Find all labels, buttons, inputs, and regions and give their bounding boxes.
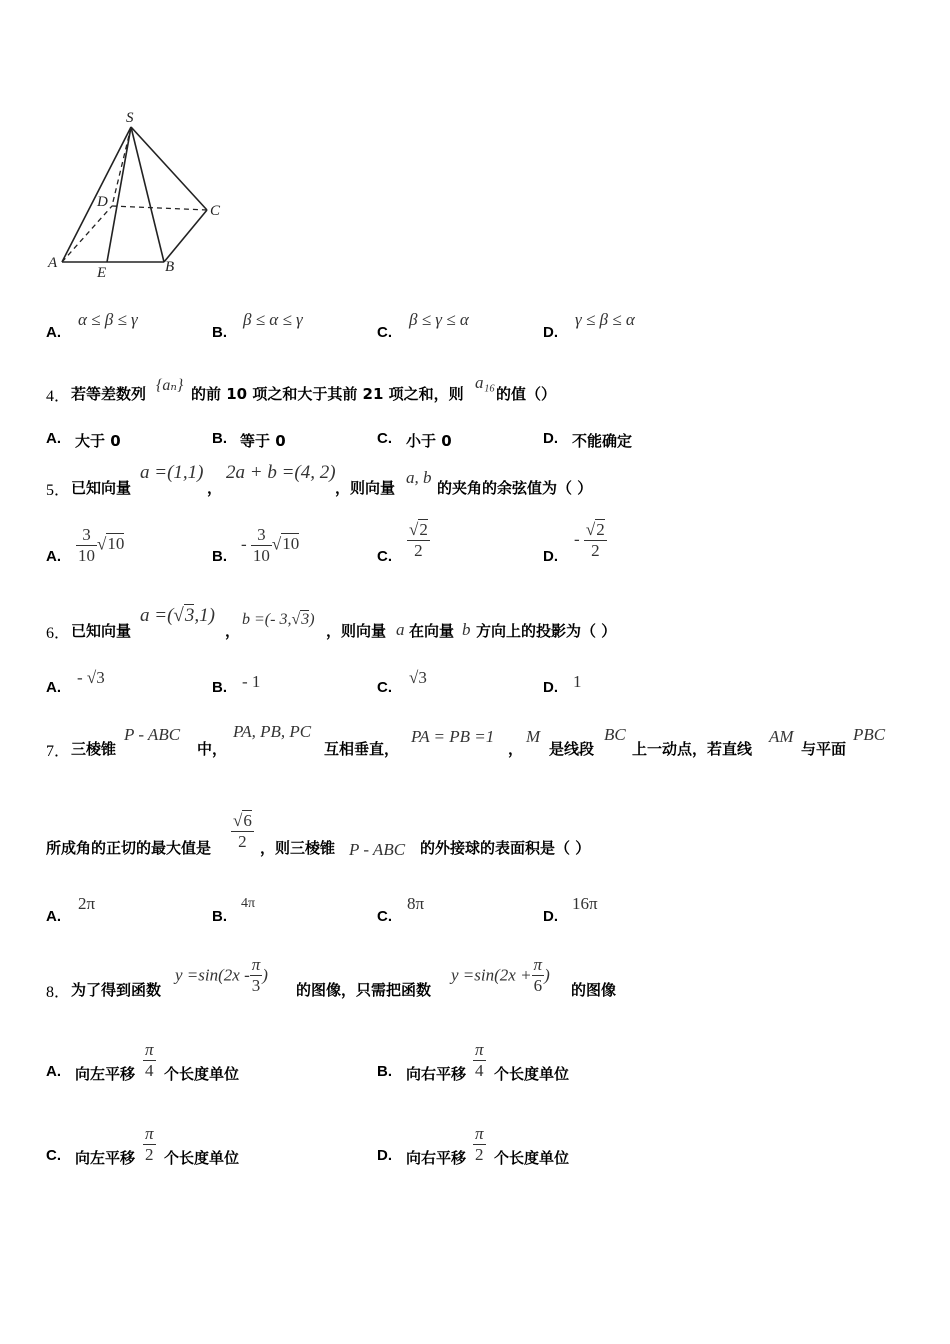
q8-function-1 — [175, 955, 268, 996]
q5-a-num: 3 — [82, 525, 91, 544]
q8-b-num: π — [475, 1040, 484, 1059]
q5-d-rad: 2 — [596, 520, 605, 539]
q3-option-b-math: β ≤ α ≤ γ — [243, 310, 303, 329]
q6-vb-post: ) — [309, 611, 315, 628]
q6-vb-rad: 3 — [301, 611, 310, 628]
q4-option-a-label: A. — [46, 430, 61, 447]
edge-SD — [112, 127, 131, 206]
q4-option-c-label: C. — [377, 430, 392, 447]
q7-point-m: M — [526, 727, 541, 746]
q3-option-d-label: D. — [543, 324, 558, 341]
q4-text-3: 的值（） — [496, 385, 557, 403]
q6-option-d-label: D. — [543, 679, 558, 696]
q5-a-rad: 10 — [107, 534, 125, 554]
q8-option-c-frac — [143, 1124, 156, 1165]
q5-d-sign: - — [574, 529, 580, 549]
q6-text-3: 在向量 — [409, 622, 455, 640]
q4-option-c-text: 小于 0 — [406, 432, 452, 450]
q7-pyramid: P - ABC — [124, 725, 181, 744]
q8-b-den: 4 — [473, 1060, 486, 1081]
q6-text-4: 方向上的投影为（ ） — [476, 622, 617, 640]
q4-option-d-label: D. — [543, 430, 558, 447]
vertex-label-E: E — [97, 265, 107, 281]
q8-f2-post: ) — [544, 965, 550, 985]
q5-b-num: 3 — [257, 525, 266, 544]
q6-option-a-math: - √3 — [77, 668, 105, 687]
q7-number: 7． — [46, 743, 71, 760]
q7-text-8: 所成角的正切的最大值是 — [46, 839, 212, 857]
q6-option-c-label: C. — [377, 679, 392, 696]
q5-vector-expr: 2a + b =(4, 2) — [226, 462, 336, 483]
q7-option-c-math: 8π — [407, 894, 425, 913]
q8-number: 8． — [46, 984, 71, 1001]
q7-option-a-math: 2π — [78, 894, 96, 913]
q6-vector-b: b =(- 3,√3) — [242, 611, 315, 628]
q8-option-d-frac — [473, 1124, 486, 1165]
q6-b: b — [462, 620, 471, 639]
q5-number: 5． — [46, 482, 71, 499]
q8-c-num: π — [145, 1124, 154, 1143]
q5-option-c-label: C. — [377, 548, 392, 565]
q8-option-b-frac — [473, 1040, 486, 1081]
vertex-label-S: S — [126, 110, 134, 126]
q4-option-a-text: 大于 0 — [75, 432, 121, 450]
q8-f1-post: ) — [262, 965, 268, 985]
vertex-label-C: C — [210, 203, 221, 219]
q3-option-b-label: B. — [212, 324, 227, 341]
pyramid-figure — [40, 105, 240, 285]
q4-a16: a₁₆ — [475, 373, 496, 392]
q8-function-2 — [451, 955, 550, 996]
q8-f1-pre: y =sin(2x - — [175, 965, 250, 985]
q5-c-rad: 2 — [419, 520, 428, 539]
edge-DC — [112, 206, 207, 210]
q8-a-num: π — [145, 1040, 154, 1059]
q6-option-a-label: A. — [46, 679, 61, 696]
q7-frac-num: 6 — [243, 811, 252, 830]
q8-f2-den: 6 — [532, 975, 545, 996]
q5-option-b-math: - $\frac{3}{10}$ √10 — [241, 525, 300, 565]
q7-text-2: 中， — [197, 740, 228, 758]
q8-option-a-frac — [143, 1040, 156, 1081]
q8-option-a-pre: 向左平移 — [75, 1065, 136, 1083]
q3-option-c-math: β ≤ γ ≤ α — [409, 310, 469, 329]
q6-option-d-math: 1 — [573, 672, 582, 691]
q7-text-4: ， — [508, 740, 524, 758]
q8-option-d-post: 个长度单位 — [494, 1149, 570, 1167]
q5-option-b-label: B. — [212, 548, 227, 565]
edge-SE — [107, 127, 131, 262]
q7-plane: PBC — [853, 725, 886, 744]
q7-fraction: $\frac{√6}{2}$ — [233, 811, 252, 851]
vertex-label-D: D — [97, 194, 108, 210]
q5-b-rad: 10 — [282, 534, 300, 554]
edge-SC — [131, 127, 207, 210]
q7-option-a-label: A. — [46, 908, 61, 925]
q5-text-3: 的夹角的余弦值为（ ） — [437, 479, 593, 497]
q7-option-d-label: D. — [543, 908, 558, 925]
q7-lengths: PA = PB =1 — [411, 727, 495, 746]
q4-option-d-text: 不能确定 — [572, 432, 633, 450]
q8-option-a-label: A. — [46, 1063, 61, 1080]
q8-f2-num: π — [533, 955, 543, 974]
vertex-label-A: A — [48, 255, 58, 271]
q5-b-sign: - — [241, 534, 247, 554]
q4-sequence: {aₙ} — [156, 377, 184, 394]
q8-text-2: 的图像，只需把函数 — [296, 981, 432, 999]
q8-text-3: 的图像 — [571, 981, 617, 999]
q6-text-1: 已知向量 — [71, 622, 132, 640]
q7-option-c-label: C. — [377, 908, 392, 925]
q3-option-a-math: α ≤ β ≤ γ — [78, 310, 138, 329]
q3-option-c-label: C. — [377, 324, 392, 341]
q8-f2-pre: y =sin(2x + — [451, 965, 532, 985]
q8-option-b-label: B. — [377, 1063, 392, 1080]
q4-option-b-label: B. — [212, 430, 227, 447]
q7-text-5: 是线段 — [549, 740, 595, 758]
q8-option-b-post: 个长度单位 — [494, 1065, 570, 1083]
q8-f1-num: π — [251, 955, 261, 974]
q4-option-b-text: 等于 0 — [240, 432, 286, 450]
q8-option-c-label: C. — [46, 1147, 61, 1164]
q6-va-post: ,1) — [194, 605, 215, 626]
q8-option-a-post: 个长度单位 — [164, 1065, 240, 1083]
q7-text-3: 互相垂直， — [324, 740, 400, 758]
q6-vector-a: a =(√3,1) — [140, 605, 215, 626]
q7-option-b-math: 4π — [241, 896, 256, 911]
q3-option-a-label: A. — [46, 324, 61, 341]
q7-text-9: ，则三棱锥 — [260, 839, 336, 857]
edge-SB — [131, 127, 164, 262]
q6-text-2: ，则向量 — [326, 622, 387, 640]
q4-text-2: 的前 10 项之和大于其前 21 项之和，则 — [191, 385, 464, 403]
q6-option-b-label: B. — [212, 679, 227, 696]
q8-text-1: 为了得到函数 — [71, 981, 162, 999]
q6-va-pre: a =( — [140, 605, 174, 626]
q7-edges: PA, PB, PC — [233, 722, 312, 741]
edge-BC — [164, 210, 207, 262]
q5-a-den: 10 — [78, 546, 95, 565]
q7-text-7: 与平面 — [801, 740, 847, 758]
q8-c-den: 2 — [143, 1144, 156, 1165]
q5-text-2: ，则向量 — [335, 479, 396, 497]
q4-number: 4． — [46, 388, 71, 405]
vertex-label-B: B — [165, 259, 175, 275]
q8-d-num: π — [475, 1124, 484, 1143]
q8-option-b-pre: 向右平移 — [406, 1065, 467, 1083]
q5-option-d-label: D. — [543, 548, 558, 565]
q6-vb-pre: b =(- 3, — [242, 611, 292, 628]
q7-line: AM — [769, 727, 794, 746]
q5-option-c-math: $\frac{√2}{2}$ — [409, 520, 428, 560]
q5-sep: ， — [207, 479, 223, 497]
q7-segment: BC — [604, 725, 626, 744]
q5-c-den: 2 — [407, 540, 430, 561]
q7-text-10: 的外接球的表面积是（ ） — [420, 839, 591, 857]
q5-option-d-math: - $\frac{√2}{2}$ — [574, 520, 605, 560]
q8-option-c-post: 个长度单位 — [164, 1149, 240, 1167]
q7-frac-den: 2 — [231, 831, 254, 852]
q5-vector-a: a =(1,1) — [140, 462, 204, 483]
q8-option-d-pre: 向右平移 — [406, 1149, 467, 1167]
q6-a: a — [396, 620, 405, 639]
q5-option-a-label: A. — [46, 548, 61, 565]
q5-text-1: 已知向量 — [71, 479, 132, 497]
q8-option-d-label: D. — [377, 1147, 392, 1164]
q6-option-c-math: √3 — [409, 668, 427, 687]
q6-sep: ， — [225, 622, 241, 640]
q5-option-a-math: $\frac{3}{10}$ √10 — [78, 525, 125, 565]
q7-pyramid-2: P - ABC — [349, 840, 406, 859]
q4-text-1: 若等差数列 — [71, 385, 147, 403]
q3-option-d-math: γ ≤ β ≤ α — [575, 310, 635, 329]
q6-va-rad: 3 — [184, 605, 195, 626]
q7-text-6: 上一动点，若直线 — [632, 740, 753, 758]
q5-vectors: a, b — [406, 468, 432, 487]
q6-option-b-math: - 1 — [242, 672, 261, 691]
q8-f1-den: 3 — [250, 975, 263, 996]
q8-a-den: 4 — [143, 1060, 156, 1081]
q5-b-den: 10 — [252, 546, 270, 565]
q6-number: 6． — [46, 625, 71, 642]
q7-text-1: 三棱锥 — [71, 740, 117, 758]
q8-option-c-pre: 向左平移 — [75, 1149, 136, 1167]
q7-option-b-label: B. — [212, 908, 227, 925]
q8-d-den: 2 — [473, 1144, 486, 1165]
q5-d-den: 2 — [584, 540, 607, 561]
q7-option-d-math: 16π — [572, 894, 598, 913]
